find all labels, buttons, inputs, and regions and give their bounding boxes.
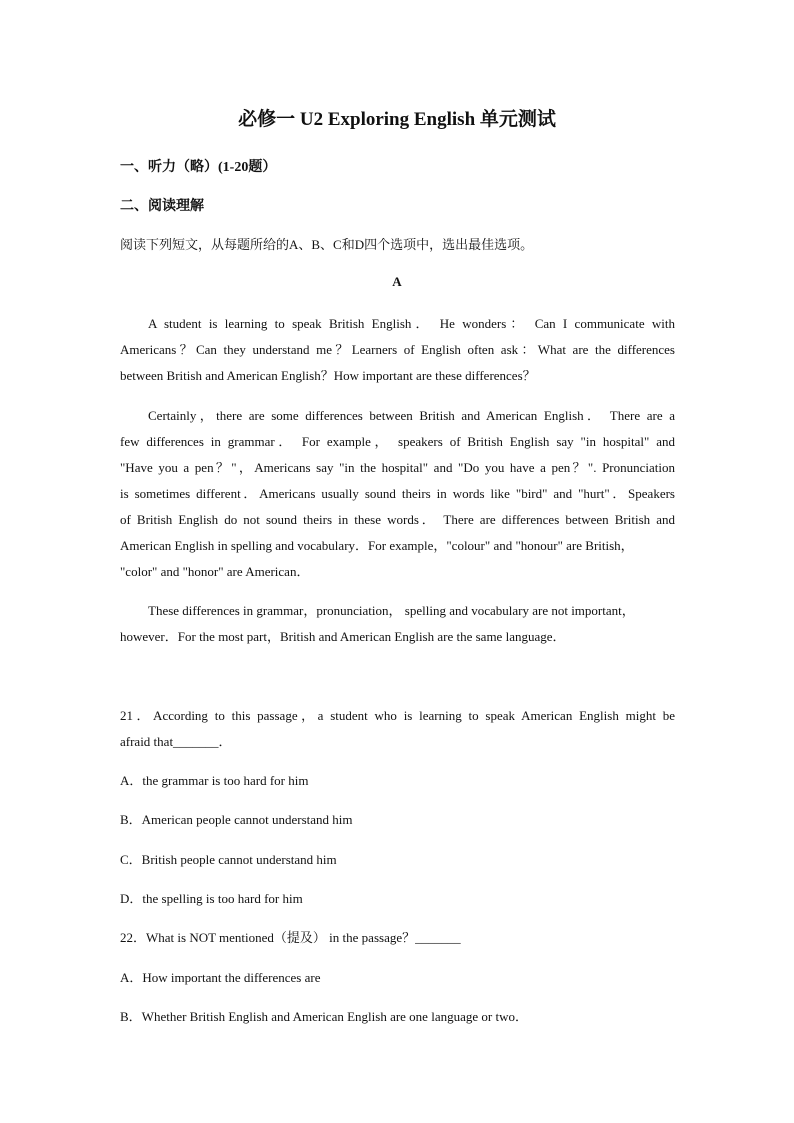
section-reading-heading: 二、阅读理解 [120,199,204,214]
section-listening-heading: 一、听力（略）(1-20题） [120,160,277,175]
passage-p2-line: of British English do not sound theirs in these words． There are differences between British and [120,512,675,527]
passage-label: A [392,274,402,289]
question-21-option-c: C．British people cannot understand him [120,852,337,867]
question-22-option-b: B．Whether British English and American English are one language or two． [120,1009,528,1024]
question-21-option-d: D．the spelling is too hard for him [120,891,303,906]
instructions: 阅读下列短文，从每题所给的A、B、C和D四个选项中，选出最佳选项。 [120,237,534,252]
passage-p2-line: few differences in grammar． For example， speakers of British English say "in hospital" and [120,434,675,449]
question-21-stem: 21．According to this passage，a student who is learning to speak American English might be [120,708,675,723]
passage-p2-line: "Have you a pen？"，Americans say "in the hospital" and "Do you have a pen？". Pronunciation [120,460,675,475]
question-21-option-a: A．the grammar is too hard for him [120,773,309,788]
passage-p1-line: between British and American English？How important are these differences？ [120,368,536,383]
passage-p1-line: Americans？Can they understand me？Learners of English often ask：What are the differences [120,342,675,357]
question-22-stem: 22．What is NOT mentioned（提及） in the passage？_______ [120,930,461,945]
passage-p1-line: A student is learning to speak British English． He wonders： Can I communicate with [148,316,675,331]
passage-p2-line: "color" and "honor" are American． [120,564,310,579]
question-21-option-b: B．American people cannot understand him [120,812,353,827]
passage-p2-line: American English in spelling and vocabulary．For example，"colour" and "honour" are British， [120,538,634,553]
passage-p2-line: Certainly，there are some differences between British and American English． There are a [148,408,675,423]
passage-p3-line: These differences in grammar，pronunciation， spelling and vocabulary are not important， [148,603,635,618]
question-21-stem: afraid that_______． [120,734,232,749]
question-22-option-a: A．How important the differences are [120,970,321,985]
page-title: 必修一 U2 Exploring English 单元测试 [238,109,556,130]
passage-p2-line: is sometimes different．Americans usually sound theirs in words like "bird" and "hurt"．Speakers [120,486,675,501]
passage-p3-line: however．For the most part，British and American English are the same language． [120,629,566,644]
